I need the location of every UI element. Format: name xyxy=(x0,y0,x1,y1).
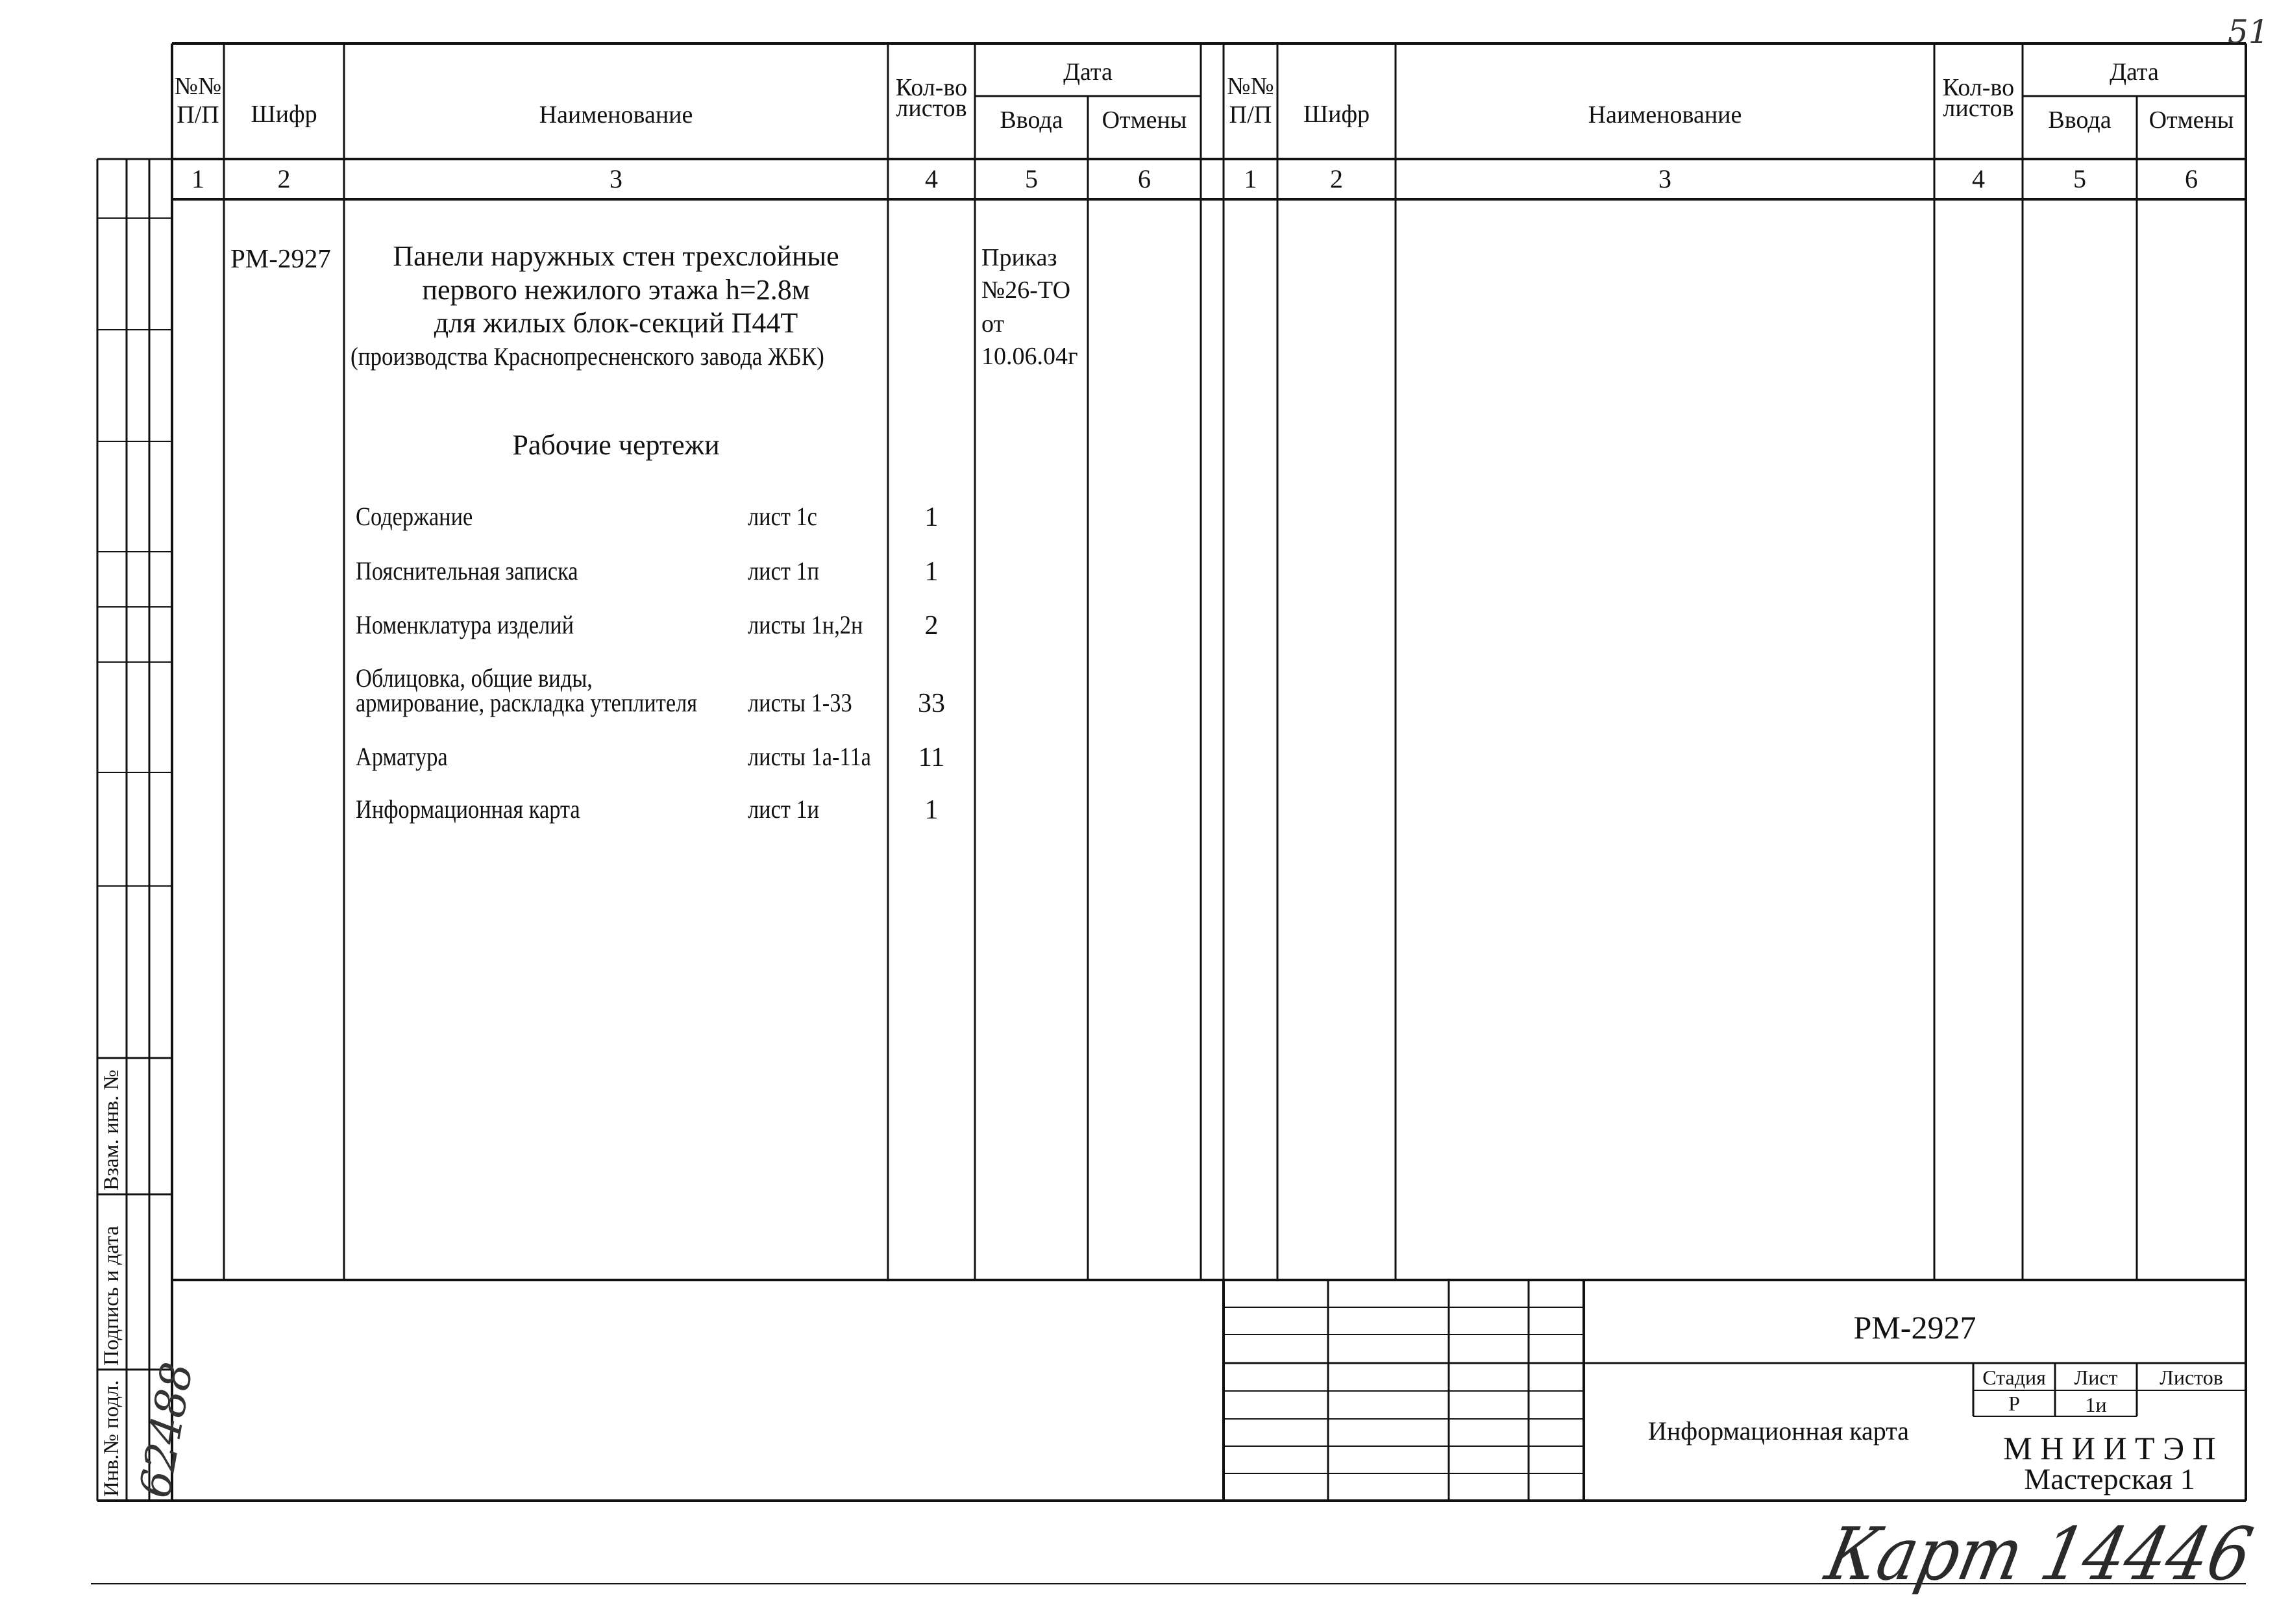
workshop-name: Мастерская 1 xyxy=(2024,1462,2195,1495)
entry-title-line-1: Панели наружных стен трехслойные xyxy=(393,240,839,272)
handwritten-archive-note: Карт 14446 xyxy=(1819,1512,2259,1597)
colnum-l1: 1 xyxy=(191,164,204,193)
colnum-l3: 3 xyxy=(609,164,622,193)
header-num-r1: №№ xyxy=(1227,73,1274,100)
sheets-label: Листов xyxy=(2160,1366,2223,1389)
item-count: 1 xyxy=(924,557,939,587)
colnum-l2: 2 xyxy=(277,164,291,193)
stage-value: Р xyxy=(2008,1392,2020,1415)
entry-title-line-3: для жилых блок-секций П44Т xyxy=(434,307,798,339)
item-count: 11 xyxy=(918,743,945,772)
colnum-r4: 4 xyxy=(1972,164,1985,193)
page-number: 51 xyxy=(2228,13,2269,51)
header-num-r2: П/П xyxy=(1229,101,1272,129)
item-count: 33 xyxy=(918,689,945,719)
colnum-r5: 5 xyxy=(2073,164,2086,193)
item-sheets: листы 1а-11а xyxy=(748,742,871,771)
entry-code: РМ-2927 xyxy=(230,243,331,273)
header-num-l2: П/П xyxy=(177,101,219,129)
header-entry-right: Ввода xyxy=(2048,106,2111,134)
header-entry-left: Ввода xyxy=(1000,106,1063,134)
order-line-1: Приказ xyxy=(981,244,1057,271)
header-name-left: Наименование xyxy=(539,101,693,129)
item-name: Номенклатура изделий xyxy=(356,610,574,639)
header-date-left: Дата xyxy=(1063,58,1113,86)
colnum-l5: 5 xyxy=(1025,164,1038,193)
colnum-r1: 1 xyxy=(1244,164,1257,193)
item-sheets: лист 1и xyxy=(748,794,820,824)
header-sheets-r2: листов xyxy=(1943,95,2014,122)
header-cancel-left: Отмены xyxy=(1102,106,1187,134)
colnum-r3: 3 xyxy=(1658,164,1671,193)
item-sheets: листы 1-33 xyxy=(748,688,852,717)
title-block-code: РМ-2927 xyxy=(1853,1309,1976,1346)
stage-label: Стадия xyxy=(1982,1366,2046,1389)
header-sheets-l2: листов xyxy=(896,95,967,122)
header-cancel-right: Отмены xyxy=(2148,106,2234,134)
colnum-l4: 4 xyxy=(925,164,938,193)
handwritten-inventory-number: 62488 xyxy=(130,1359,203,1502)
item-name: Облицовка, общие виды, xyxy=(356,663,593,693)
item-name: Пояснительная записка xyxy=(356,556,578,585)
colnum-r6: 6 xyxy=(2185,164,2198,193)
item-name: Арматура xyxy=(356,742,448,771)
section-title: Рабочие чертежи xyxy=(512,429,720,461)
header-code-left: Шифр xyxy=(251,101,317,128)
item-sheets: листы 1н,2н xyxy=(748,610,863,639)
item-sheets: лист 1с xyxy=(748,502,817,531)
order-line-3: от xyxy=(981,310,1005,338)
side-stamp-podpis-data: Подпись и дата xyxy=(100,1225,123,1366)
sheet-value: 1и xyxy=(2085,1393,2107,1416)
order-line-2: №26-ТО xyxy=(981,277,1071,304)
colnum-r2: 2 xyxy=(1330,164,1343,193)
item-count: 2 xyxy=(924,611,939,641)
title-block-name: Информационная карта xyxy=(1648,1416,1909,1446)
entry-title-line-2: первого нежилого этажа h=2.8м xyxy=(422,274,810,306)
item-name: Содержание xyxy=(356,502,473,531)
header-date-right: Дата xyxy=(2110,58,2159,86)
colnum-l6: 6 xyxy=(1138,164,1151,193)
side-stamp-inv-podl: Инв.№ подл. xyxy=(100,1380,123,1497)
item-sheets: лист 1п xyxy=(748,556,820,585)
header-code-right: Шифр xyxy=(1303,101,1370,128)
item-name: Информационная карта xyxy=(356,794,580,824)
order-line-4: 10.06.04г xyxy=(981,343,1078,370)
header-num-l1: №№ xyxy=(174,73,222,100)
side-stamp-vzam-inv: Взам. инв. № xyxy=(100,1070,123,1190)
header-name-right: Наименование xyxy=(1588,101,1742,129)
organization-name: М Н И И Т Э П xyxy=(2003,1430,2216,1466)
sheet-label: Лист xyxy=(2074,1366,2118,1389)
item-count: 1 xyxy=(924,502,939,532)
header-sheets-l1: Кол-во xyxy=(895,74,968,101)
header-sheets-r1: Кол-во xyxy=(1942,74,2015,101)
item-name: армирование, раскладка утеплителя xyxy=(356,688,698,717)
item-count: 1 xyxy=(924,795,939,825)
entry-title-note: (производства Краснопресненского завода ЖБК) xyxy=(351,343,824,371)
